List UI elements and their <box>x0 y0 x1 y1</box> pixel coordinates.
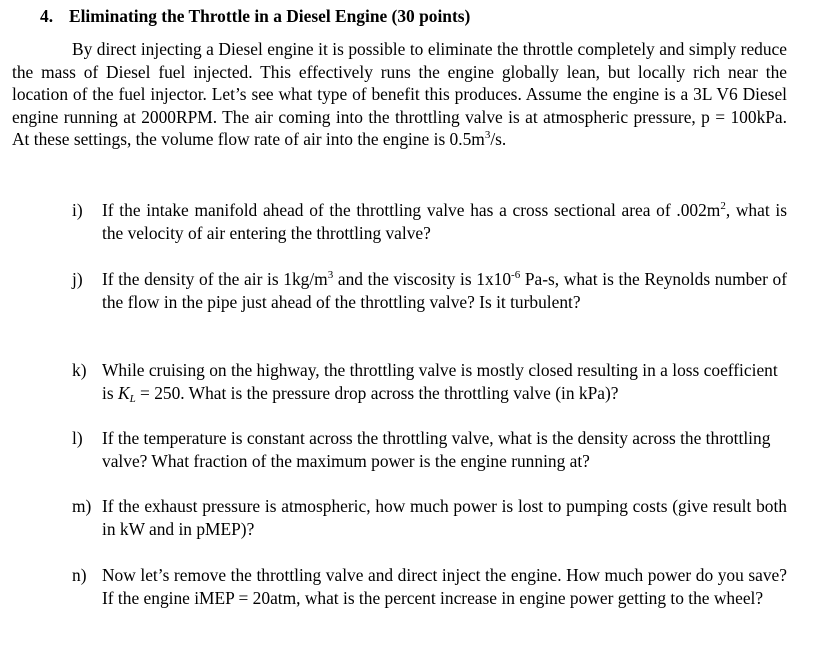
question-j <box>72 268 787 313</box>
question-text-part: = 250. What is the pressure drop across the throttling valve (in kPa)? <box>135 382 619 403</box>
question-text-part: Pa-s, what is the Reynolds number of the flow in the pipe just ahead of the throttling valve? Is it turbulent? <box>102 269 787 312</box>
question-text-part: If the intake manifold ahead of the throttling valve has a cross sectional area of .002m <box>102 200 721 220</box>
question-m <box>72 495 787 540</box>
intro-paragraph <box>12 38 787 151</box>
question-letter: j) <box>72 269 83 289</box>
question-text-part: While cruising on the highway, the throttling valve is mostly closed resulting in a loss coefficient is <box>102 360 778 403</box>
question-letter: m) <box>72 496 92 516</box>
question-text <box>102 268 787 313</box>
question-letter: i) <box>72 200 83 220</box>
intro-text: By direct injecting a Diesel engine it is possible to eliminate the throttle completely and simply reduce the mass of Diesel fuel injected. This effectively runs the engine globally lean, but locally rich near the location of the fuel injector. Let’s see what type of benefit this produces. Assume the engine is a 3L V6 Diesel engine running at 2000RPM. The air coming into the throttling valve is at atmospheric pressure, p = 100kPa. At these settings, the volume flow rate of air into the engine is 0.5m <box>12 39 787 149</box>
loss-coefficient-symbol: K <box>117 382 130 403</box>
question-text <box>102 359 787 404</box>
question-text: Now let’s remove the throttling valve and direct inject the engine. How much power do you save? If the engine iMEP = 20atm, what is the percent increase in engine power getting to the wheel? <box>102 565 787 608</box>
problem-heading <box>40 5 800 28</box>
question-text-part: , what is the velocity of air entering the throttling valve? <box>102 200 787 243</box>
question-letter: n) <box>72 565 87 585</box>
question-superscript: 2 <box>720 200 726 212</box>
question-letter: k) <box>72 360 87 380</box>
question-i <box>72 199 787 244</box>
question-superscript: -6 <box>511 269 521 281</box>
question-l <box>72 427 787 472</box>
question-letter: l) <box>72 428 83 448</box>
intro-text-end: /s. <box>490 129 507 149</box>
question-k <box>72 359 787 404</box>
question-text-part: If the density of the air is 1kg/m <box>102 269 328 289</box>
intro-superscript: 3 <box>484 129 491 141</box>
problem-title: Eliminating the Throttle in a Diesel Engine (30 points) <box>69 6 471 26</box>
question-n <box>72 564 787 609</box>
problem-number: 4. <box>40 6 54 26</box>
question-text <box>102 199 787 244</box>
question-superscript: 3 <box>327 269 334 281</box>
question-text-part: and the viscosity is 1x10 <box>333 269 512 289</box>
question-text: If the exhaust pressure is atmospheric, how much power is lost to pumping costs (give result both in kW and in pMEP)? <box>102 496 787 539</box>
question-text: If the temperature is constant across the throttling valve, what is the density across the throttling valve? What fraction of the maximum power is the engine running at? <box>102 428 771 471</box>
loss-coefficient-subscript: L <box>129 392 136 405</box>
